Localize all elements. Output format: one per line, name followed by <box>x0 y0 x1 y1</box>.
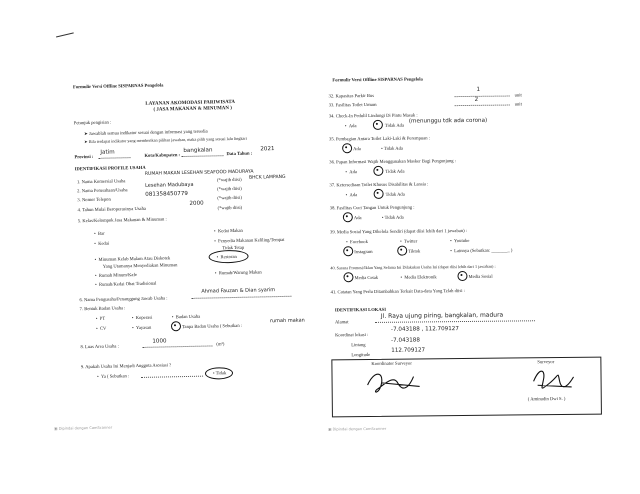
opt-media-cetak: Media Cetak <box>354 274 379 281</box>
location-section-title: IDENTIFIKASI LOKASI <box>334 306 387 313</box>
media-sosial-dot <box>460 274 462 276</box>
instagram-dot <box>346 249 348 251</box>
q7-label: 7. Bentuk Badan Usaha : <box>79 305 126 312</box>
q9-line <box>141 376 203 378</box>
tanpa-badan-dot <box>174 324 176 326</box>
media-cetak-dot <box>346 275 348 277</box>
q5-label: 5. Kelas/Kelompok Jasa Makanan & Minuman : <box>77 216 167 224</box>
longitude-value: 112.709127 <box>391 347 426 354</box>
opt-ya: • Ya ( Sebutkan : <box>96 373 130 379</box>
coordinator-label: Koordinator Surveyor <box>371 360 412 366</box>
q1-value: RUMAH MAKAN LESEHAN SEAFOOD MADURAYA <box>144 169 254 177</box>
q38-label: 38. Fasilitas Cuci Tangan Untuk Pengunjung : <box>329 204 415 211</box>
tiktok-dot <box>400 249 402 251</box>
q2-value: Lesehan Madubaya <box>145 181 194 189</box>
year-label: Data Tahun : <box>226 150 253 157</box>
q3-required: (*wajib diisi) <box>217 194 243 201</box>
q6-line <box>191 296 291 299</box>
q41-label: 41. Catatan Yang Perlu Ditambahkan Terkait Data-data Yang Telah diisi : <box>330 288 465 295</box>
coordinate-value: -7.043188 , 112.709127 <box>391 326 459 333</box>
q37-dot <box>377 192 379 194</box>
q38-ada: Ada <box>353 215 362 221</box>
form-subtitle: ( JASA MAKANAN & MINUMAN ) <box>153 105 232 113</box>
q36-tidak-ada: Tidak Ada <box>385 168 405 174</box>
q35-circle <box>342 143 352 153</box>
q40-label: 40. Sarana Promosi/Iklan Yang Selama Ini Dilakukan Usaha Ini (dapat diisi lebih dari 1 jawaban) : <box>330 263 496 271</box>
form-title: LAYANAN AKOMODASI PARIWISATA <box>145 99 236 107</box>
q8-unit: (m²) <box>216 341 225 347</box>
q32-unit: unit <box>514 92 522 98</box>
city-value: bangkalan <box>183 147 213 155</box>
q34-note: (menunggu tdk ada corona) <box>408 117 488 125</box>
city-label: Kota/Kabupaten : <box>144 152 181 158</box>
q35-ada: Ada <box>353 146 361 152</box>
coordinate-label: Koordinat lokasi : <box>335 332 369 338</box>
opt-pt: • PT <box>95 315 106 321</box>
form-page-left <box>46 37 324 431</box>
section-title: IDENTIFIKASI PROFILE USAHA <box>74 164 146 172</box>
opt-media-elektronik: • Media Elektronik <box>400 274 437 280</box>
opt-lainnya: • Lainnya (Sebutkan: ________ ) <box>450 247 513 254</box>
form-page-right <box>328 39 602 432</box>
q39-label: 39. Media Sosial Yang Dikelola Sendiri (dapat diisi lebih dari 1 jawaban) : <box>329 227 468 235</box>
q34-tidak-ada: Tidak Ada <box>384 122 405 128</box>
q35-label: 35. Pembagian Antara Toilet Laki-Laki & Perempuan : <box>329 135 430 142</box>
address-value: Jl. Raya ujung piring, bangkalan, madura <box>380 311 504 320</box>
address-line <box>375 320 535 323</box>
opt-koperasi: • Koperasi <box>131 314 153 321</box>
q32-line <box>455 96 510 98</box>
q33-value: 2 <box>474 96 479 103</box>
opt-youtube: • Youtube <box>450 237 470 244</box>
opt-tanpa-badan: Tanpa Badan Usaha ( Sebutkan : <box>181 322 243 330</box>
opt-restoran: • Restoran <box>216 253 237 260</box>
q3-value: 081358450779 <box>145 190 189 198</box>
q33-line <box>455 105 510 107</box>
opt-bar: • Bar <box>93 230 105 236</box>
province-line <box>98 157 130 159</box>
q8-label: 8. Luas Area Usaha : <box>80 343 119 350</box>
q32-value: 1 <box>476 86 481 93</box>
pen-mark <box>56 32 74 37</box>
form-header-right: Formulir Versi Offline SISPARNAS Pengelola <box>332 76 423 83</box>
q1-label: 1. Nama Komersial Usaha <box>76 178 126 185</box>
q34-circle <box>373 120 383 130</box>
q1-required: (*wajib diisi) <box>216 176 242 183</box>
q6-label: 6. Nama Pengusaha/Penanggung Jawab Usaha : <box>79 295 168 303</box>
q38-circle <box>343 212 353 222</box>
q4-value: 2000 <box>189 200 204 207</box>
opt-tidak: • Tidak <box>212 370 227 376</box>
media-sosial-circle <box>457 271 467 281</box>
q36-dot <box>376 169 378 171</box>
q37-circle <box>374 189 384 199</box>
opt-badan-usaha: • Badan Usaha <box>171 313 201 320</box>
q36-ada: • Ada <box>345 169 357 175</box>
q37-label: 37. Ketersediaan Toilet Khusus Disabilitas & Lansia : <box>329 181 429 188</box>
opt-minuman-2: Yang Utamanya Menyediakan Minuman <box>102 262 178 269</box>
tiktok-circle <box>397 246 407 256</box>
q7-value: rumah makan <box>269 317 305 325</box>
scanner-footer-right: ▣ Dipindai dengan CamScanner <box>328 426 387 432</box>
q33-label: 33. Fasilitas Toilet Umum <box>328 101 377 108</box>
q33-unit: unit <box>514 101 522 107</box>
q8-value: 1000 <box>152 338 167 345</box>
opt-facebook: • Facebook <box>346 239 368 245</box>
q36-label: 36. Papan Informasi Wajib Menggunakan Masker Bagi Pengunjung : <box>329 158 457 165</box>
q9-label: 9. Apakah Usaha Ini Menjadi Anggota Asosiasi ? <box>80 362 172 370</box>
q3-label: 3. Nomor Telepon <box>77 196 111 203</box>
q34-dot <box>376 123 378 125</box>
instagram-circle <box>343 246 353 256</box>
opt-kedai: • Kedai <box>94 240 110 246</box>
q4-label: 4. Tahun Mulai Beroperasinya Usaha <box>77 205 146 213</box>
instruction-1: ➤ Jawablah semua indikator sesuai dengan informasi yang tersedia <box>83 128 208 137</box>
province-value: Jatim <box>100 149 115 156</box>
q35-tidak-ada: • Tidak Ada <box>381 145 403 151</box>
q34-label: 34. Check-In Pedulil Lindungi Di Pintu Masuk : <box>328 112 418 119</box>
longitude-label: Longitude <box>351 351 371 358</box>
surveyor-label: Surveyor <box>537 359 555 365</box>
latitude-label: Lintang <box>351 342 366 348</box>
restoran-circle <box>208 250 248 264</box>
q34-ada: • Ada <box>344 123 357 129</box>
opt-tiktok: Tiktok <box>408 248 421 254</box>
form-header: Formulir Versi Offline SISPARNAS Pengelola <box>72 82 164 90</box>
q32-label: 32. Kapasitas Parkir Bus <box>328 92 375 99</box>
opt-kedai-makan: • Kedai Makan <box>213 227 243 234</box>
province-label: Provinsi : <box>74 153 94 160</box>
opt-minuman: • Minuman Kelab Malam Atau Diskotek <box>94 255 171 262</box>
opt-rumah-warung: • Rumah/Warung Makan <box>214 269 262 276</box>
q37-tidak-ada: Tidak Ada <box>385 191 405 197</box>
q4-required: (*wajib diisi) <box>217 204 243 211</box>
opt-penyedia-2: Tidak Tetap <box>222 244 245 251</box>
media-cetak-circle <box>343 272 353 282</box>
q2-label: 2. Nama Perusahaan/Usaha <box>77 187 128 194</box>
scanner-footer: ▣ Dipindai dengan CamScanner <box>54 425 113 431</box>
opt-rumah-minum: • Rumah Minum/Kafe <box>94 272 138 278</box>
opt-rumah-obat: • Rumah/Kedai Obat Tradisional <box>95 280 157 287</box>
q2-required: (*wajib diisi) <box>217 185 242 192</box>
city-line <box>181 155 223 157</box>
instruction-2: ➤ Bila terdapat indikator yang memberikan pilihan jawaban, maka pilih yang sesuai lalu lingkari <box>84 135 247 145</box>
opt-yayasan: • Yayasan <box>131 324 152 331</box>
q38-tidak-ada: • Tidak Ada <box>381 214 404 220</box>
q37-ada: • Ada <box>345 192 358 198</box>
q36-circle <box>373 166 383 176</box>
coordinator-signature <box>363 366 423 397</box>
opt-cv: • CV <box>95 325 107 331</box>
q8-line <box>142 345 212 347</box>
q38-dot <box>346 215 348 217</box>
surveyor-name: ( Aminudin Dwi S. ) <box>527 395 566 402</box>
opt-instagram: Instagram <box>354 248 373 255</box>
instructions-label: Petunjuk pengisian : <box>73 119 112 126</box>
latitude-value: -7.043188 <box>391 337 420 344</box>
surveyor-signature <box>527 365 577 396</box>
opt-twitter: • Twitter <box>400 238 418 244</box>
q6-value: Ahmad Fauzan & Dian syarim <box>201 287 276 295</box>
q1-value-2: BHCK LAMPANG <box>248 174 286 181</box>
address-label: Alamat <box>334 319 349 325</box>
q35-dot <box>345 146 347 148</box>
opt-media-sosial: Media Sosial <box>468 273 493 279</box>
tanpa-badan-circle <box>171 321 181 331</box>
opt-penyedia: • Penyedia Makanan Keliling/Tempat <box>214 236 285 244</box>
year-value: 2021 <box>260 146 275 153</box>
